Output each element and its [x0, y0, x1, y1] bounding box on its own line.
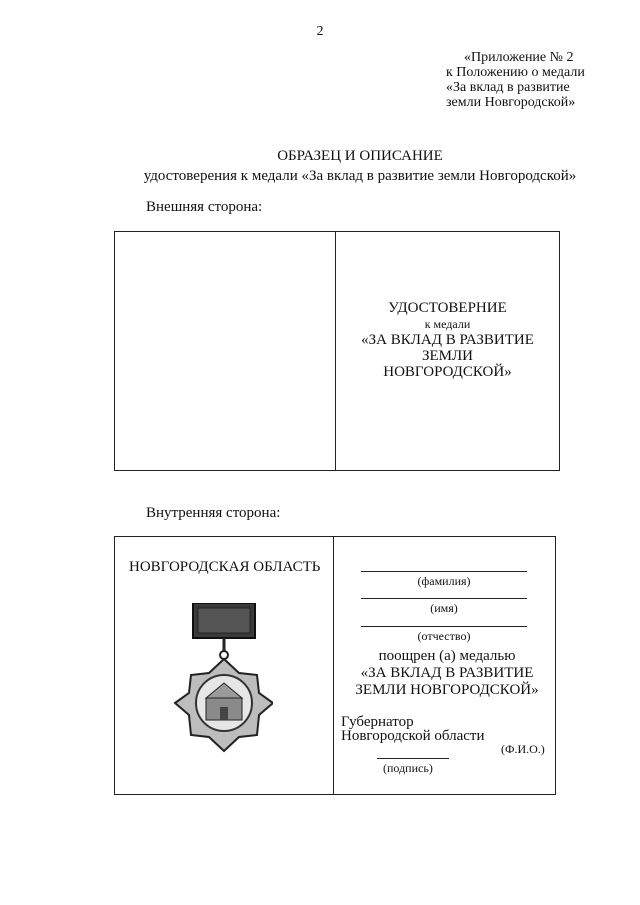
- medal-title-line-2: НОВГОРОДСКОЙ»: [383, 364, 512, 380]
- fio-caption: (Ф.И.О.): [501, 742, 545, 756]
- inner-side-card: [114, 536, 556, 795]
- inner-side-label: Внутренняя сторона:: [146, 505, 281, 521]
- appendix-line-3: «За вклад в развитие: [446, 80, 570, 95]
- patronymic-caption: (отчество): [417, 629, 471, 643]
- page-number: 2: [316, 24, 324, 39]
- region-title: НОВГОРОДСКАЯ ОБЛАСТЬ: [129, 559, 321, 575]
- name-line: [361, 598, 527, 599]
- appendix-note: [446, 50, 585, 110]
- governor-region: Новгородской области: [341, 728, 485, 744]
- surname-line: [361, 571, 527, 572]
- outer-side-card: [114, 231, 560, 471]
- document-title: [0, 146, 640, 186]
- medal-title-line-1: «ЗА ВКЛАД В РАЗВИТИЕ ЗЕМЛИ: [361, 332, 534, 364]
- patronymic-line: [361, 626, 527, 627]
- appendix-line-1: «Приложение № 2: [464, 50, 574, 65]
- appendix-line-4: земли Новгородской»: [446, 95, 576, 110]
- medal-icon-graphic: [173, 603, 273, 753]
- award-text: [337, 648, 557, 699]
- outer-side-label: Внешняя сторона:: [146, 199, 263, 215]
- surname-caption: (фамилия): [417, 574, 471, 588]
- name-caption: (имя): [430, 601, 458, 615]
- signature-line: [377, 758, 449, 759]
- inner-card-divider: [333, 537, 334, 794]
- medal-name-line-1: «ЗА ВКЛАД В РАЗВИТИЕ: [360, 665, 534, 681]
- signature-caption: (подпись): [383, 761, 433, 775]
- governor-block: [341, 715, 485, 743]
- awarded-text: поощрен (а) медалью: [378, 648, 516, 664]
- appendix-line-2: к Положению о медали: [446, 65, 585, 80]
- medal-name-line-2: ЗЕМЛИ НОВГОРОДСКОЙ»: [355, 682, 539, 698]
- governor-title: Губернатор: [341, 714, 414, 730]
- to-medal-text: к медали: [424, 317, 471, 331]
- title-heading: ОБРАЗЕЦ И ОПИСАНИЕ: [277, 148, 443, 164]
- certificate-word: УДОСТОВЕРНИЕ: [388, 300, 507, 316]
- outer-card-right-text: [336, 300, 559, 380]
- medal-icon: [173, 603, 273, 753]
- title-subtitle: удостоверения к медали «За вклад в развитие земли Новгородской»: [143, 168, 577, 184]
